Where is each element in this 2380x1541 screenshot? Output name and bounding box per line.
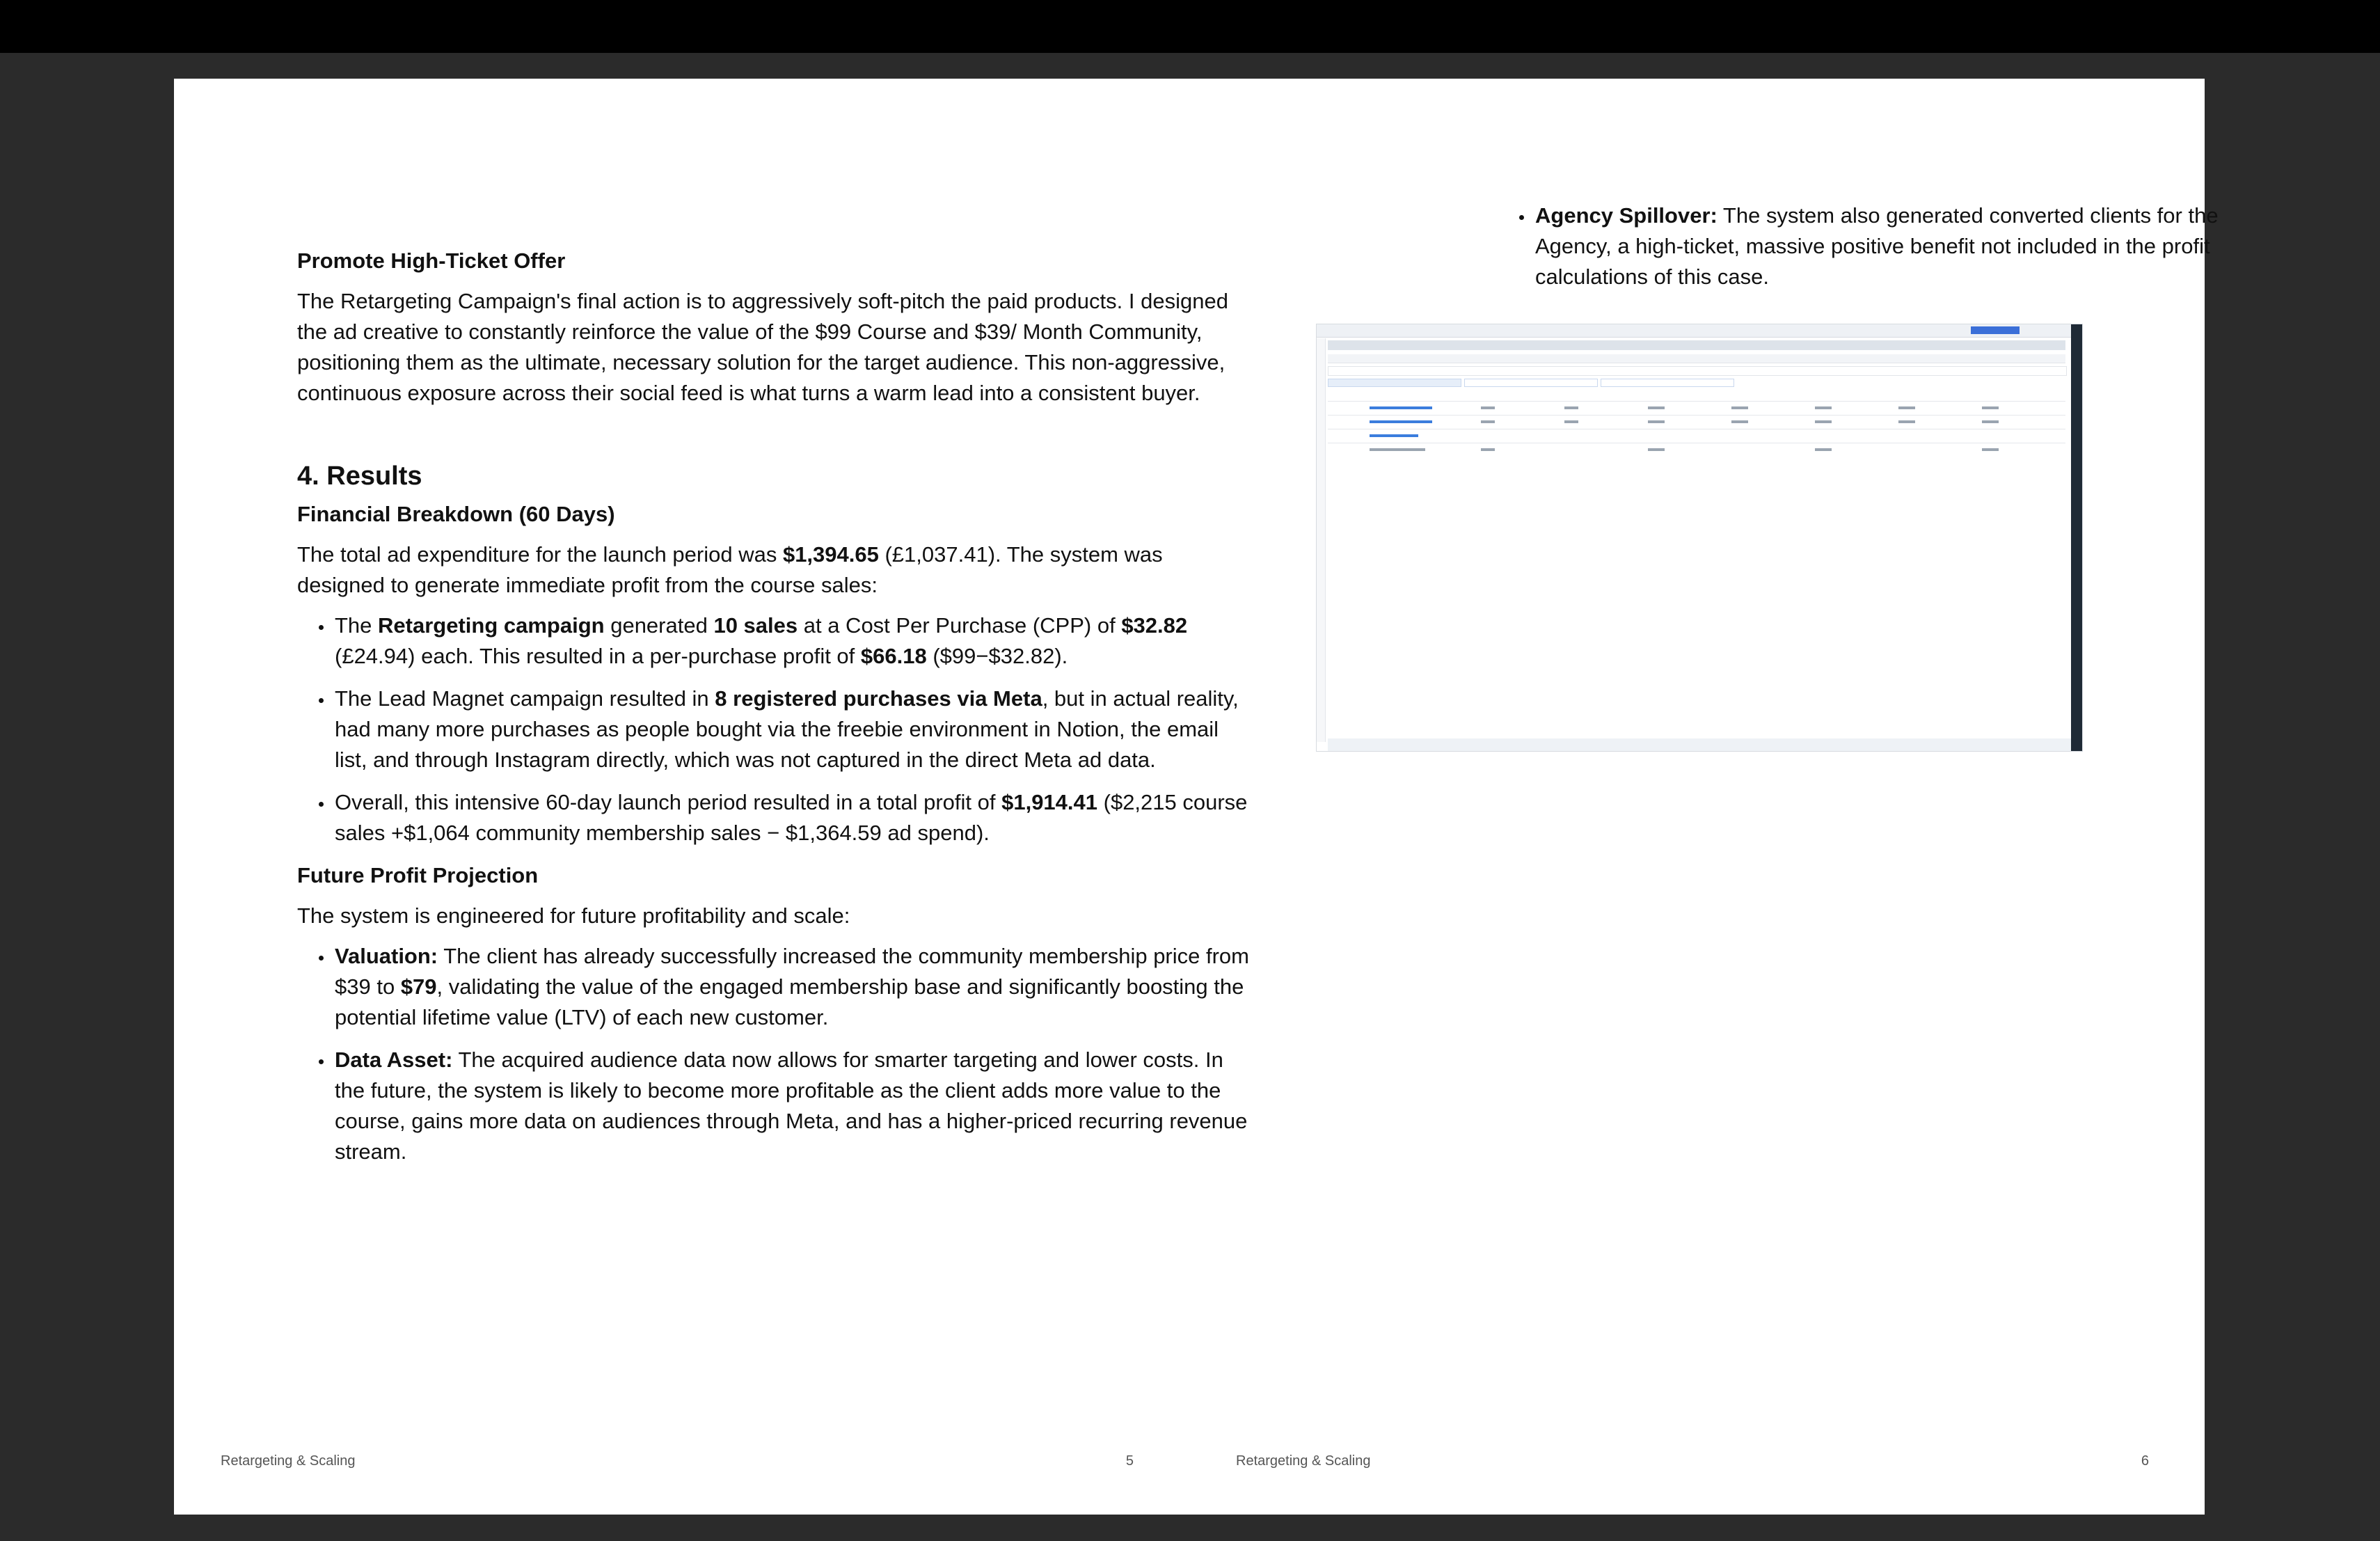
text: The acquired audience data now allows for smarter targeting and lower costs. In the future, the system is likely to become more profitable as the client adds more value to the course, gains more data on audiences through Meta, and has a higher-priced recurring revenue stream. (335, 1048, 1248, 1164)
list-item-lead-magnet (333, 683, 1251, 775)
screenshot-results-label (1370, 448, 1425, 451)
screenshot-campaign-link (1370, 420, 1432, 423)
text-bold: $32.82 (1121, 613, 1188, 638)
screenshot-tab-ads (1601, 379, 1734, 387)
screenshot-campaign-link (1370, 434, 1418, 437)
table-cell (1481, 448, 1495, 451)
list-item-total-profit (333, 787, 1251, 848)
screenshot-sidebar (1317, 338, 1326, 742)
table-cell (1481, 406, 1495, 409)
viewer-top-bar (0, 0, 2380, 53)
screenshot-tab-campaigns (1328, 379, 1461, 387)
text-bold: Data Asset: (335, 1048, 453, 1072)
table-cell (1731, 420, 1748, 423)
table-cell (1982, 406, 1999, 409)
text: The Lead Magnet campaign resulted in (335, 686, 715, 711)
table-cell (1815, 420, 1832, 423)
screenshot-button (1971, 326, 2020, 334)
screenshot-search (1328, 366, 2067, 376)
screenshot-banner (1328, 340, 2065, 350)
screenshot-top-bar (1317, 324, 2082, 338)
text-bold: $66.18 (860, 644, 927, 668)
footer-title: Retargeting & Scaling (1236, 1453, 1371, 1469)
promote-heading: Promote High-Ticket Offer (297, 248, 566, 273)
ads-manager-screenshot (1316, 324, 2083, 752)
table-cell (1815, 406, 1832, 409)
footer-title: Retargeting & Scaling (221, 1453, 356, 1469)
list-item-agency-spillover (1534, 200, 2219, 292)
text: generated (604, 613, 714, 638)
screenshot-campaign-link (1370, 406, 1432, 409)
page-6 (1189, 79, 2219, 1515)
financial-intro-text-2: (£1,037.41). The system was designed to generate immediate profit from the course sales: (297, 542, 1163, 597)
text-bold: 8 registered purchases via Meta (715, 686, 1042, 711)
text-bold: Retargeting campaign (378, 613, 605, 638)
list-item-data-asset (333, 1045, 1251, 1167)
table-cell (1815, 448, 1832, 451)
text-bold: Agency Spillover: (1535, 203, 1717, 228)
table-row (1328, 401, 2065, 402)
text-bold: $1,914.41 (1001, 790, 1098, 814)
results-heading: 4. Results (297, 461, 422, 491)
text-bold: Valuation: (335, 944, 438, 968)
future-bullet-list (297, 941, 1251, 1167)
text: The system also generated converted clients for the Agency, a high-ticket, massive positive benefit not included in the profit calculations of this case. (1535, 203, 2219, 289)
ad-spend-value: $1,394.65 (782, 542, 879, 567)
table-cell (1648, 406, 1665, 409)
text: ($99−$32.82). (926, 644, 1068, 668)
page-number: 5 (1125, 1453, 1134, 1469)
table-cell (1564, 406, 1578, 409)
table-cell (1898, 420, 1915, 423)
financial-intro-text: The total ad expenditure for the launch period was (297, 542, 783, 567)
table-cell (1982, 420, 1999, 423)
page-5-content (297, 246, 1251, 1179)
table-cell (1982, 448, 1999, 451)
text: , validating the value of the engaged membership base and significantly boosting the potential lifetime value (LTV) of each new customer. (335, 974, 1244, 1029)
screenshot-tabs (1328, 354, 2065, 363)
financial-intro (297, 539, 1251, 601)
text: (£24.94) each. This resulted in a per-purchase profit of (335, 644, 861, 668)
future-intro: The system is engineered for future profitability and scale: (297, 903, 850, 928)
financial-bullet-list (297, 610, 1251, 848)
text: at a Cost Per Purchase (CPP) of (798, 613, 1122, 638)
list-item-valuation (333, 941, 1251, 1033)
text: , but in actual reality, had many more purchases as people bought via the freebie environment in Notion, the email list, and through Instagram directly, which was not captured in the direct Meta ad data. (335, 686, 1239, 772)
table-cell (1898, 406, 1915, 409)
screenshot-right-panel (2071, 324, 2082, 751)
page-number: 6 (2141, 1453, 2149, 1469)
text: The (335, 613, 379, 638)
future-profit-heading: Future Profit Projection (297, 863, 539, 887)
text: Overall, this intensive 60-day launch period resulted in a total profit of (335, 790, 1002, 814)
text: The client has already successfully increased the community membership price from $39 to (335, 944, 1250, 999)
table-cell (1481, 420, 1495, 423)
page-5 (174, 79, 1250, 1515)
text: ($2,215 course sales +$1,064 community membership sales − $1,364.59 ad spend). (335, 790, 1248, 845)
document-spread (174, 79, 2219, 1515)
screenshot-table (1328, 394, 2065, 471)
screenshot-tab-ad-sets (1464, 379, 1598, 387)
table-cell (1731, 406, 1748, 409)
page-6-content (1509, 200, 2219, 304)
table-cell (1648, 448, 1665, 451)
screenshot-bottom-bar (1328, 738, 2071, 751)
promote-paragraph: The Retargeting Campaign's final action is to aggressively soft-pitch the paid products. I designed the ad creative to constantly reinforce the value of the $99 Course and $39/ Month Community, positioning them as the ultimate, necessary solution for the target audience. This non-aggressive, continuous exposure across their social feed is what turns a warm lead into a consistent buyer. (297, 289, 1228, 405)
text-bold: 10 sales (713, 613, 798, 638)
table-cell (1564, 420, 1578, 423)
agency-bullet-list (1509, 200, 2219, 292)
table-cell (1648, 420, 1665, 423)
text-bold: $79 (400, 974, 437, 999)
list-item-retargeting (333, 610, 1251, 672)
financial-breakdown-heading: Financial Breakdown (60 Days) (297, 502, 615, 526)
table-row (1328, 415, 2065, 416)
screenshot-level-tabs (1328, 379, 2065, 387)
